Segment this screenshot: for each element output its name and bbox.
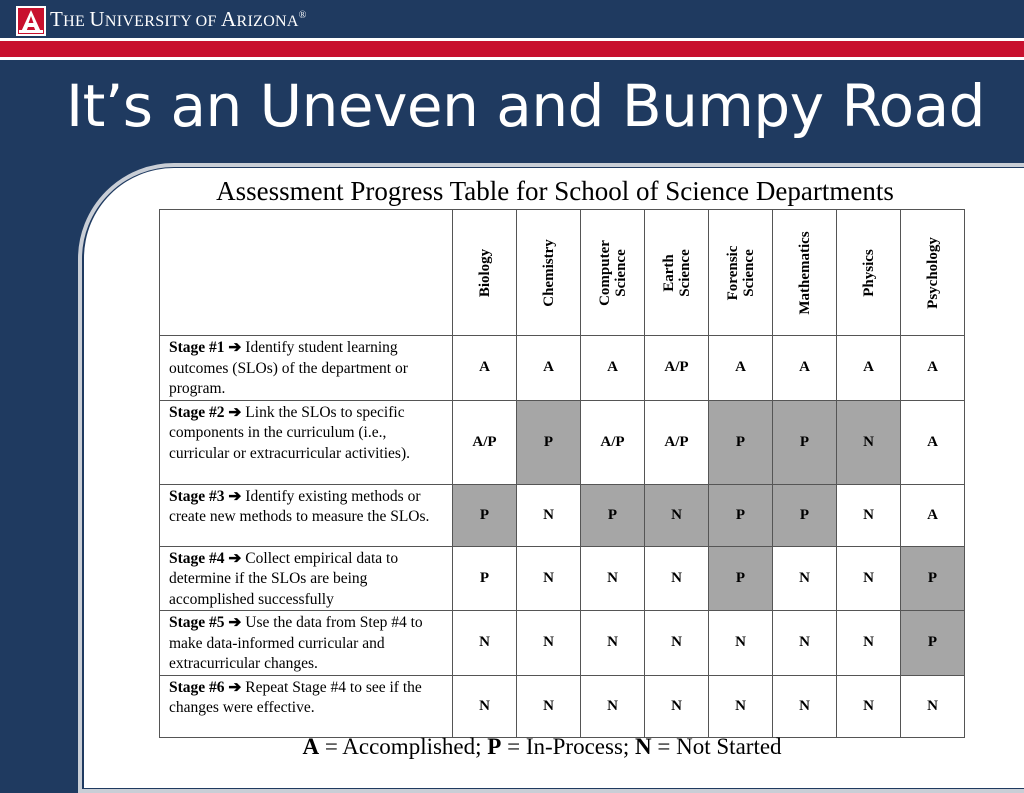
university-logo-icon bbox=[16, 6, 46, 36]
stage-label: Stage #6 bbox=[169, 678, 225, 696]
table-caption: Assessment Progress Table for School of Science Departments bbox=[216, 176, 894, 206]
dept-name-line1: Chemistry bbox=[540, 238, 557, 307]
registered-mark: ® bbox=[298, 10, 307, 21]
status-cell-highlighted: P bbox=[901, 546, 965, 611]
status-cell: N bbox=[453, 675, 517, 737]
arrow-icon: ➔ bbox=[228, 487, 242, 505]
status-cell: N bbox=[581, 546, 645, 611]
status-cell-highlighted: P bbox=[709, 484, 773, 546]
dept-header bbox=[837, 210, 901, 336]
dept-header bbox=[581, 210, 645, 336]
dept-name-line2: Science bbox=[676, 248, 693, 297]
status-cell: N bbox=[709, 611, 773, 676]
status-cell: A bbox=[901, 336, 965, 401]
legend-n-text: = Not Started bbox=[651, 734, 782, 759]
uni-a1: A bbox=[221, 7, 237, 31]
dept-name-line1: Psychology bbox=[924, 236, 941, 309]
status-cell: A bbox=[709, 336, 773, 401]
table-row bbox=[160, 336, 965, 401]
status-cell: P bbox=[453, 546, 517, 611]
uni-u1: U bbox=[89, 7, 105, 31]
legend-p-text: = In-Process; bbox=[501, 734, 636, 759]
status-cell: A bbox=[901, 400, 965, 484]
slide-title: It’s an Uneven and Bumpy Road bbox=[66, 72, 985, 140]
status-cell-highlighted: P bbox=[709, 400, 773, 484]
uni-t1: T bbox=[50, 7, 64, 31]
status-cell: A bbox=[453, 336, 517, 401]
stage-cell bbox=[160, 546, 453, 611]
dept-name-line2: Science bbox=[612, 248, 629, 297]
status-cell: N bbox=[581, 611, 645, 676]
status-cell-highlighted: P bbox=[581, 484, 645, 546]
table-row bbox=[160, 611, 965, 676]
status-cell: N bbox=[581, 675, 645, 737]
status-cell-highlighted: P bbox=[709, 546, 773, 611]
dept-name-line1: Forensic bbox=[724, 245, 741, 300]
stage-description: Identify student learning outcomes (SLOs) of the department or program. bbox=[169, 339, 408, 397]
dept-name-line1: Physics bbox=[860, 248, 877, 297]
status-cell: N bbox=[837, 611, 901, 676]
status-cell-highlighted: P bbox=[773, 484, 837, 546]
arrow-icon: ➔ bbox=[228, 403, 242, 421]
stage-description: Link the SLOs to specific components in the curriculum (i.e., curricular or extracurricular activities). bbox=[169, 403, 410, 462]
table-row bbox=[160, 484, 965, 546]
legend-n-key: N bbox=[635, 734, 652, 759]
status-cell: N bbox=[837, 484, 901, 546]
status-cell: A bbox=[773, 336, 837, 401]
dept-header bbox=[645, 210, 709, 336]
table-row bbox=[160, 675, 965, 737]
status-cell: N bbox=[453, 611, 517, 676]
uni-t2: HE bbox=[63, 13, 90, 30]
status-cell: N bbox=[709, 675, 773, 737]
status-cell-highlighted: P bbox=[901, 611, 965, 676]
dept-header bbox=[453, 210, 517, 336]
dept-header bbox=[517, 210, 581, 336]
status-cell-highlighted: N bbox=[645, 484, 709, 546]
status-cell: N bbox=[837, 546, 901, 611]
status-cell: N bbox=[517, 484, 581, 546]
table-row bbox=[160, 400, 965, 484]
arrow-icon: ➔ bbox=[228, 549, 242, 567]
dept-name-line2: Science bbox=[740, 248, 757, 297]
stage-label: Stage #5 bbox=[169, 614, 225, 631]
stage-cell bbox=[160, 611, 453, 676]
status-cell: N bbox=[901, 675, 965, 737]
stage-label: Stage #1 bbox=[169, 339, 225, 356]
status-cell-highlighted: N bbox=[837, 400, 901, 484]
assessment-table bbox=[159, 209, 965, 738]
stage-label: Stage #4 bbox=[169, 549, 225, 567]
stage-description: Identify existing methods or create new methods to measure the SLOs. bbox=[169, 487, 430, 525]
university-name bbox=[50, 7, 307, 32]
status-cell-highlighted: P bbox=[773, 400, 837, 484]
stage-description: Use the data from Step #4 to make data-informed curricular and extracurricular changes. bbox=[169, 614, 423, 672]
status-cell: A bbox=[517, 336, 581, 401]
status-cell: A bbox=[901, 484, 965, 546]
status-cell: N bbox=[517, 675, 581, 737]
status-cell-highlighted: P bbox=[517, 400, 581, 484]
uni-u2: NIVERSITY OF bbox=[104, 13, 222, 30]
stage-cell bbox=[160, 336, 453, 401]
dept-header bbox=[773, 210, 837, 336]
status-cell: N bbox=[645, 675, 709, 737]
status-cell: N bbox=[773, 611, 837, 676]
stage-cell bbox=[160, 484, 453, 546]
arrow-icon: ➔ bbox=[228, 678, 242, 696]
stage-description: Collect empirical data to determine if the SLOs are being accomplished successfully bbox=[169, 549, 399, 608]
dept-header bbox=[901, 210, 965, 336]
status-cell: A bbox=[837, 336, 901, 401]
dept-header bbox=[709, 210, 773, 336]
stage-cell bbox=[160, 400, 453, 484]
status-cell: N bbox=[837, 675, 901, 737]
table-row bbox=[160, 546, 965, 611]
legend bbox=[0, 734, 1024, 760]
legend-a-key: A bbox=[302, 734, 320, 759]
legend-p-key: P bbox=[487, 734, 502, 759]
stage-cell bbox=[160, 675, 453, 737]
stage-description: Repeat Stage #4 to see if the changes were effective. bbox=[169, 678, 422, 716]
stage-label: Stage #2 bbox=[169, 403, 225, 421]
arrow-icon: ➔ bbox=[228, 614, 242, 631]
status-cell: A/P bbox=[581, 400, 645, 484]
status-cell: A/P bbox=[645, 400, 709, 484]
uni-a2: RIZONA bbox=[236, 13, 299, 30]
legend-a-text: = Accomplished; bbox=[319, 734, 488, 759]
status-cell: N bbox=[645, 611, 709, 676]
status-cell: N bbox=[773, 675, 837, 737]
status-cell: A/P bbox=[453, 400, 517, 484]
status-cell: A/P bbox=[645, 336, 709, 401]
dept-name-line1: Computer bbox=[596, 239, 613, 306]
header-red-stripe bbox=[0, 38, 1024, 60]
stage-label: Stage #3 bbox=[169, 487, 225, 505]
status-cell: A bbox=[581, 336, 645, 401]
dept-name-line1: Mathematics bbox=[796, 230, 813, 315]
status-cell: N bbox=[773, 546, 837, 611]
status-cell: N bbox=[517, 546, 581, 611]
status-cell: N bbox=[517, 611, 581, 676]
dept-name-line1: Biology bbox=[476, 248, 493, 297]
table-corner-cell bbox=[160, 210, 453, 336]
dept-name-line1: Earth bbox=[660, 253, 677, 292]
status-cell: N bbox=[645, 546, 709, 611]
arrow-icon: ➔ bbox=[228, 339, 242, 356]
status-cell-highlighted: P bbox=[453, 484, 517, 546]
